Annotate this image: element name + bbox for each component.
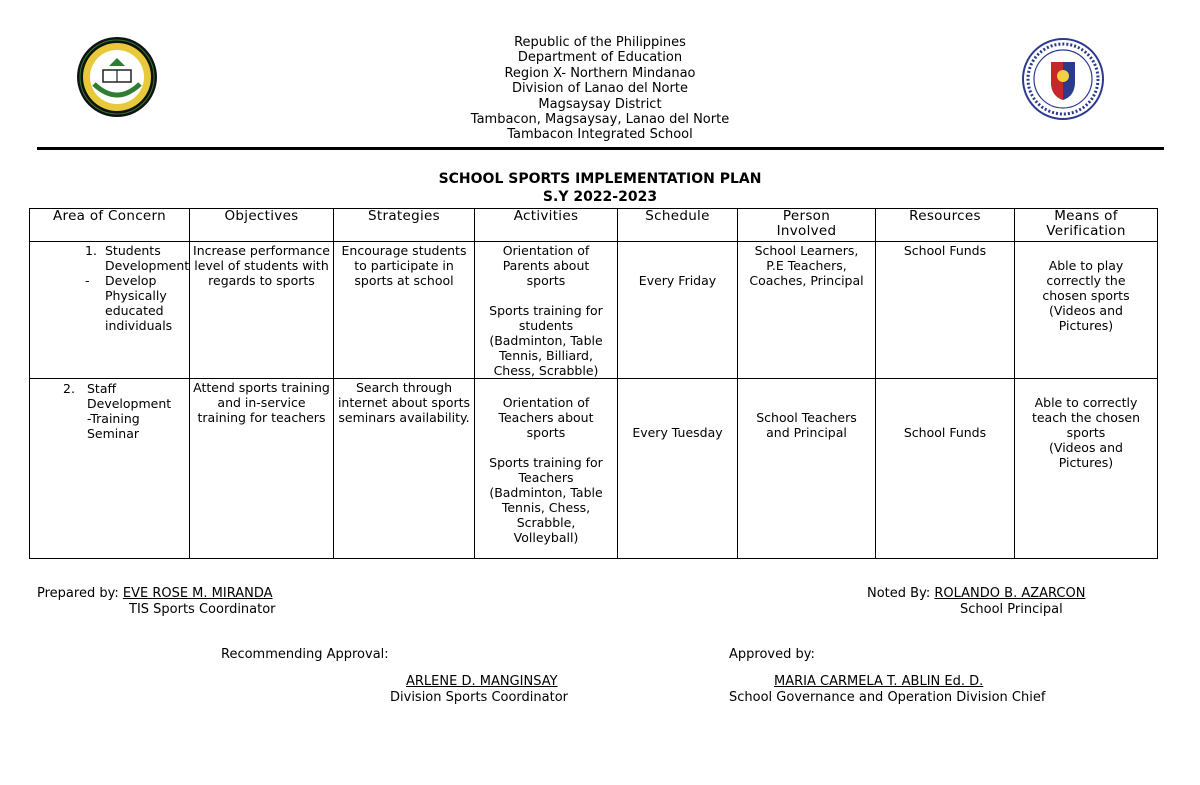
- area-title: Students Development: [105, 243, 190, 273]
- objectives-cell: Attend sports training and in-service training for teachers: [190, 379, 334, 559]
- approved-title: School Governance and Operation Division Chief: [729, 690, 1046, 705]
- prepared-title: TIS Sports Coordinator: [129, 602, 276, 617]
- recommending-title: Division Sports Coordinator: [390, 690, 569, 705]
- resources-cell: School Funds: [876, 242, 1015, 379]
- approved-name: MARIA CARMELA T. ABLIN Ed. D.: [774, 674, 984, 689]
- header-objectives: Objectives: [190, 209, 334, 242]
- deped-seal-logo: [1022, 38, 1104, 120]
- header-activities: Activities: [475, 209, 618, 242]
- verification-cell: Able to correctly teach the chosen sports (Videos and Pictures): [1015, 379, 1158, 559]
- header-persons: Person Involved: [738, 209, 876, 242]
- header-verification: Means of Verification: [1015, 209, 1158, 242]
- header-line: Tambacon Integrated School: [507, 127, 693, 143]
- noted-name: ROLANDO B. AZARCON: [934, 586, 1086, 601]
- persons-cell: School Learners, P.E Teachers, Coaches, Principal: [738, 242, 876, 379]
- header-line: Tambacon, Magsaysay, Lanao del Norte: [470, 112, 730, 128]
- table-row: [30, 242, 1158, 379]
- noted-label: Noted By:: [867, 586, 931, 601]
- noted-by: [867, 586, 1085, 601]
- recommending-name: ARLENE D. MANGINSAY: [406, 674, 558, 689]
- strategies-cell: Search through internet about sports seminars availability.: [334, 379, 475, 559]
- header-divider: [37, 147, 1164, 150]
- objectives-cell: Increase performance level of students with regards to sports: [190, 242, 334, 379]
- header-line: Republic of the Philippines: [514, 35, 686, 50]
- prepared-name: EVE ROSE M. MIRANDA: [122, 586, 273, 601]
- area-number: 2.: [63, 381, 75, 396]
- persons-cell: School Teachers and Principal: [738, 379, 876, 559]
- activities-cell: Orientation of Teachers about sports Sports training for Teachers (Badminton, Table Tennis, Chess, Scrabble, Volleyball): [475, 379, 618, 559]
- strategies-cell: Encourage students to participate in sports at school: [334, 242, 475, 379]
- resources-cell: School Funds: [876, 379, 1015, 559]
- document-title: SCHOOL SPORTS IMPLEMENTATION PLAN: [438, 171, 762, 187]
- schedule-cell: Every Friday: [618, 242, 738, 379]
- header-line: Magsaysay District: [538, 96, 662, 112]
- header-resources: Resources: [876, 209, 1015, 242]
- implementation-plan-table: [29, 208, 1158, 559]
- area-cell: [30, 379, 190, 559]
- approved-label: Approved by:: [729, 647, 815, 662]
- table-row: [30, 379, 1158, 559]
- header-line: Region X- Northern Mindanao: [504, 65, 696, 81]
- area-cell: [30, 242, 190, 379]
- schedule-cell: Every Tuesday: [618, 379, 738, 559]
- school-seal-logo: [76, 36, 158, 118]
- table-header-row: [30, 209, 1158, 242]
- area-number: 1.: [85, 243, 97, 258]
- area-title: Staff Development -Training Seminar: [87, 381, 172, 441]
- school-year: S.Y 2022-2023: [542, 189, 658, 205]
- area-sub: Develop Physically educated individuals: [105, 273, 173, 333]
- verification-cell: Able to play correctly the chosen sports (Videos and Pictures): [1015, 242, 1158, 379]
- header-area: Area of Concern: [30, 209, 190, 242]
- noted-title: School Principal: [960, 602, 1063, 617]
- prepared-by: [37, 586, 273, 601]
- prepared-label: Prepared by:: [37, 586, 119, 601]
- recommending-label: Recommending Approval:: [221, 647, 389, 662]
- header-line: Department of Education: [517, 50, 683, 66]
- activities-cell: Orientation of Parents about sports Sports training for students (Badminton, Table Tennis, Billiard, Chess, Scrabble): [475, 242, 618, 379]
- header-address: [400, 35, 800, 143]
- area-bullet: -: [85, 273, 90, 288]
- header-schedule: Schedule: [618, 209, 738, 242]
- header-line: Division of Lanao del Norte: [512, 81, 688, 97]
- header-strategies: Strategies: [334, 209, 475, 242]
